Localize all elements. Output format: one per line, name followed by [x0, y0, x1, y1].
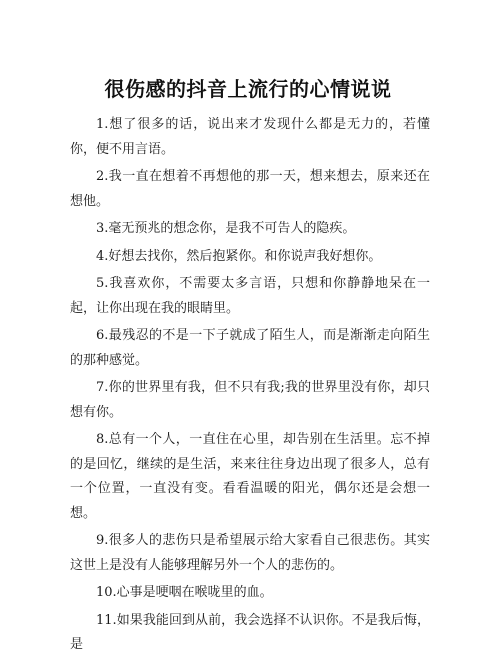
paragraph-8: 8.总有一个人，一直住在心里，却告别在生活里。忘不掉的是回忆，继续的是生活，来来往往身边出现了很多人，总有一个位置，一直没有变。看看温暖的阳光，偶尔还是会想一想。 [70, 432, 430, 521]
paragraph-11: 11.如果我能回到从前，我会选择不认识你。不是我后悔，是 [70, 612, 430, 652]
paragraph-2: 2.我一直在想着不再想他的那一天，想来想去，原来还在想他。 [70, 169, 430, 209]
paragraph-10: 10.心事是哽咽在喉咙里的血。 [96, 585, 273, 600]
paragraph-6: 6.最残忍的不是一下子就成了陌生人，而是渐渐走向陌生的那种感觉。 [70, 328, 430, 368]
paragraph-3: 3.毫无预兆的想念你，是我不可告人的隐疾。 [96, 221, 356, 236]
paragraph-9: 9.很多人的悲伤只是希望展示给大家看自己很悲伤。其实这世上是没有人能够理解另外一个人的悲伤的。 [70, 533, 430, 573]
article-title: 很伤感的抖音上流行的心情说说 [104, 77, 392, 101]
paragraph-1: 1.想了很多的话，说出来才发现什么都是无力的，若懂你，便不用言语。 [70, 117, 430, 157]
paragraph-4: 4.好想去找你，然后抱紧你。和你说声我好想你。 [96, 248, 382, 264]
paragraph-5: 5.我喜欢你，不需要太多言语，只想和你静静地呆在一起，让你出现在我的眼睛里。 [70, 276, 430, 316]
paragraph-7: 7.你的世界里有我，但不只有我;我的世界里没有你，却只想有你。 [70, 380, 430, 420]
article-body [70, 113, 430, 661]
